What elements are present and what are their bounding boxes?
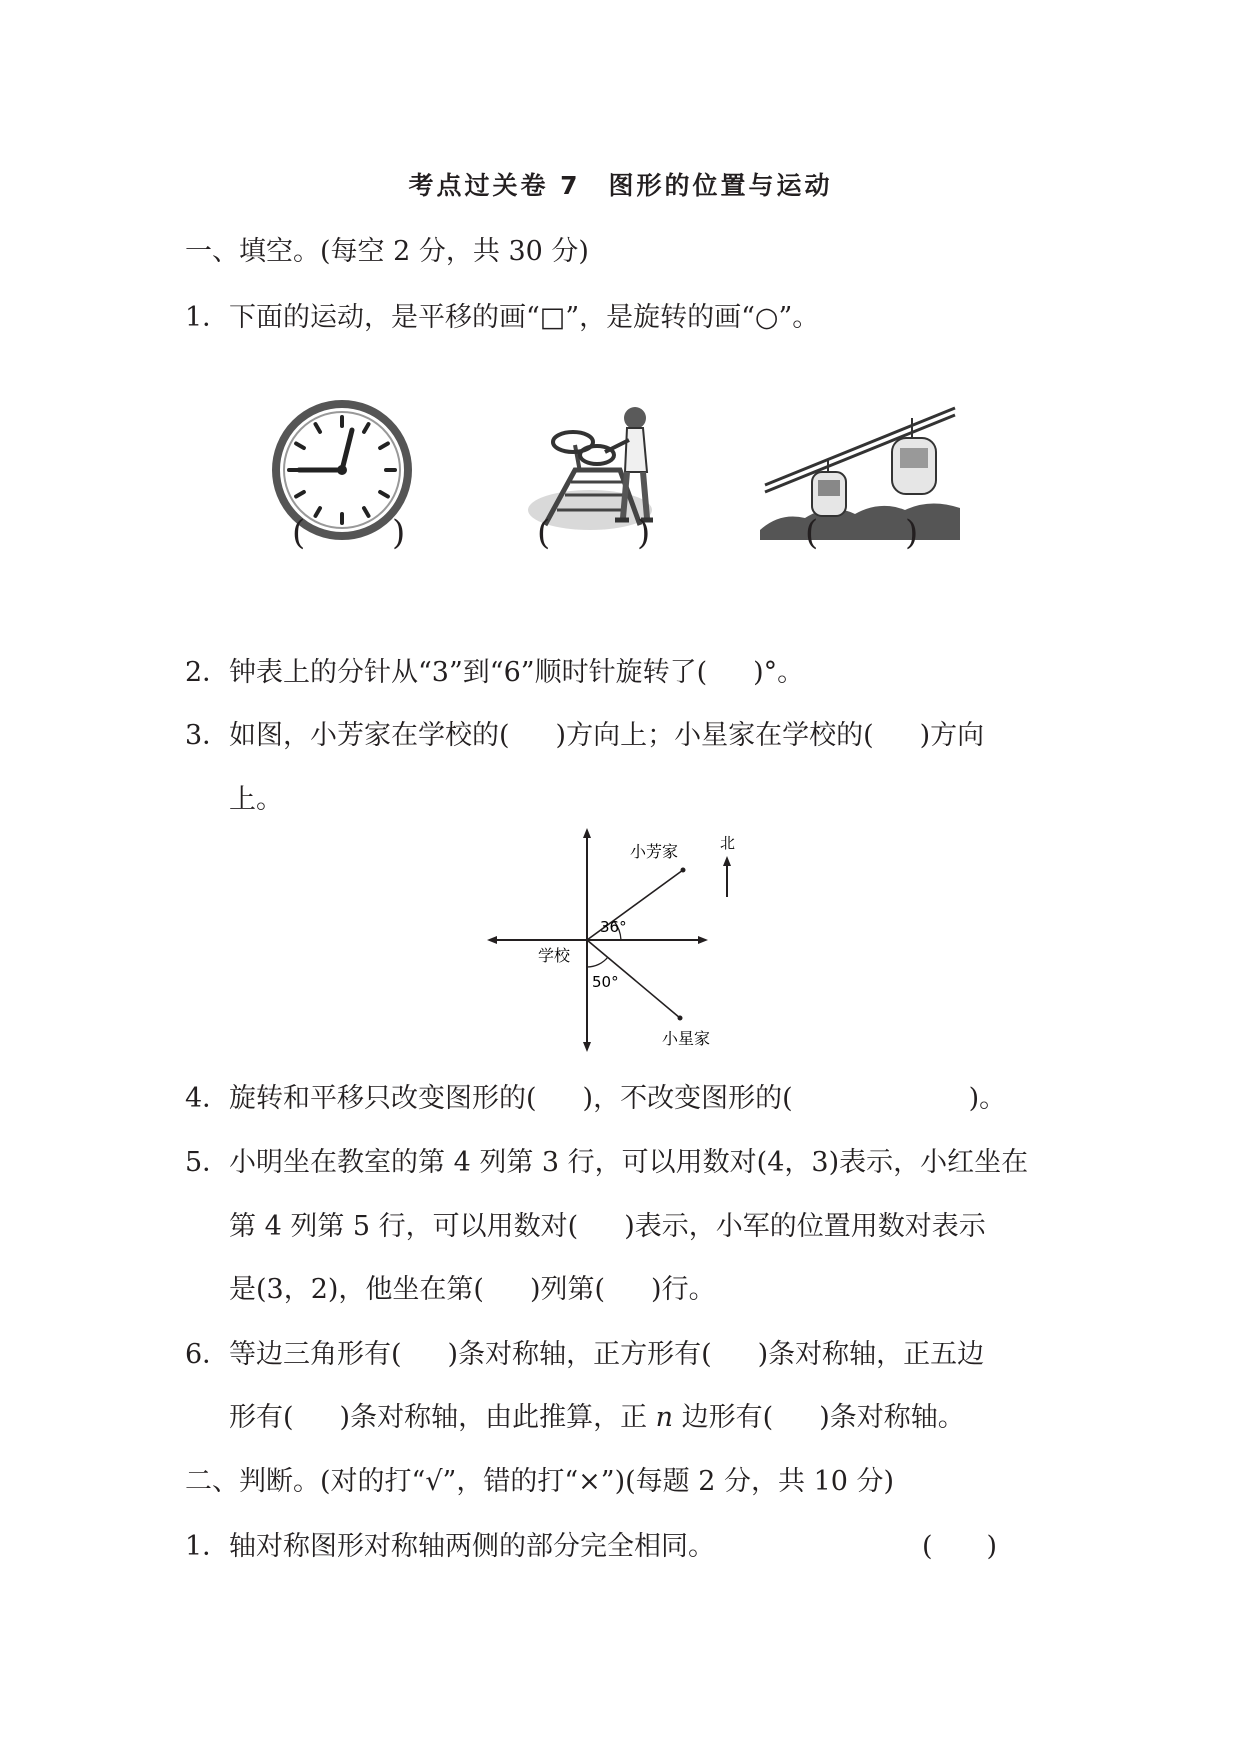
answer-paren-2-close: ) xyxy=(637,513,651,553)
question-6-line-2 xyxy=(229,1401,965,1435)
question-text: 如图，小芳家在学校的( xyxy=(229,720,510,751)
home-a-label: 小芳家 xyxy=(630,842,679,861)
question-text: 等边三角形有( xyxy=(229,1339,402,1370)
question-5 xyxy=(185,1146,1028,1180)
question-text: 第 4 列第 5 行，可以用数对( xyxy=(229,1211,579,1242)
question-5-line-2 xyxy=(229,1210,986,1244)
question-number: 2． xyxy=(185,657,230,688)
question-1 xyxy=(185,301,819,335)
page-title: 考点过关卷 7 图形的位置与运动 xyxy=(408,171,833,200)
question-text: 下面的运动，是平移的画“□”，是旋转的画“○”。 xyxy=(229,302,820,333)
angle-a-label: 36° xyxy=(600,918,627,936)
cable-car-icon xyxy=(760,400,960,540)
question-text: )方向上；小星家在学校的( xyxy=(555,720,874,751)
question-2 xyxy=(185,656,804,690)
question-text: 钟表上的分针从“3”到“6”顺时针旋转了( xyxy=(229,657,708,688)
question-text: )。 xyxy=(968,1083,1007,1114)
question-text: )方向 xyxy=(919,720,985,751)
question-text: 是(3，2)，他坐在第( xyxy=(229,1274,484,1305)
question-number: 3． xyxy=(185,720,230,751)
section2-heading: 二、判断。(对的打“√”，错的打“×”)(每题 2 分，共 10 分) xyxy=(185,1466,895,1497)
question-text: 边形有( xyxy=(673,1402,774,1433)
question-text: 旋转和平移只改变图形的( xyxy=(229,1083,537,1114)
school-label: 学校 xyxy=(538,946,571,965)
question-3 xyxy=(185,719,984,753)
answer-paren-3[interactable]: ( xyxy=(805,513,819,553)
variable-n: n xyxy=(655,1402,674,1433)
question-text: )条对称轴，由此推算，正 xyxy=(339,1402,656,1433)
question-number: 6． xyxy=(185,1339,230,1370)
section1-heading: 一、填空。(每空 2 分，共 30 分) xyxy=(185,236,589,267)
question-text: 小明坐在教室的第 4 列第 3 行，可以用数对(4，3)表示，小红坐在 xyxy=(229,1147,1029,1178)
question-text: )条对称轴，正五边 xyxy=(757,1339,985,1370)
question-text: )行。 xyxy=(651,1274,716,1305)
judgement-1-answer-paren[interactable]: ( ) xyxy=(922,1531,998,1562)
angle-b-label: 50° xyxy=(592,973,619,991)
question-3-continued: 上。 xyxy=(229,784,283,815)
answer-paren-1-close: ) xyxy=(392,513,406,553)
answer-paren-2[interactable]: ( xyxy=(537,513,551,553)
question-text: 轴对称图形对称轴两侧的部分完全相同。 xyxy=(229,1531,715,1562)
direction-diagram xyxy=(490,825,750,1055)
question-number: 4． xyxy=(185,1083,230,1114)
home-b-label: 小星家 xyxy=(662,1029,711,1048)
question-6 xyxy=(185,1338,984,1372)
question-4 xyxy=(185,1082,1006,1116)
question-5-line-3 xyxy=(229,1273,716,1307)
question-text: )条对称轴。 xyxy=(819,1402,965,1433)
question-text: )条对称轴，正方形有( xyxy=(447,1339,712,1370)
question-text: )，不改变图形的( xyxy=(582,1083,793,1114)
north-label: 北 xyxy=(720,834,736,852)
question-number: 1． xyxy=(185,1531,230,1562)
answer-paren-3-close: ) xyxy=(905,513,919,553)
answer-paren-1[interactable]: ( xyxy=(292,513,306,553)
question-text: 形有( xyxy=(229,1402,294,1433)
judgement-1 xyxy=(185,1530,715,1564)
question-text: )°。 xyxy=(753,657,805,688)
question-text: )列第( xyxy=(529,1274,606,1305)
question-number: 5． xyxy=(185,1147,230,1178)
question-text: )表示，小军的位置用数对表示 xyxy=(624,1211,986,1242)
question-number: 1． xyxy=(185,302,230,333)
